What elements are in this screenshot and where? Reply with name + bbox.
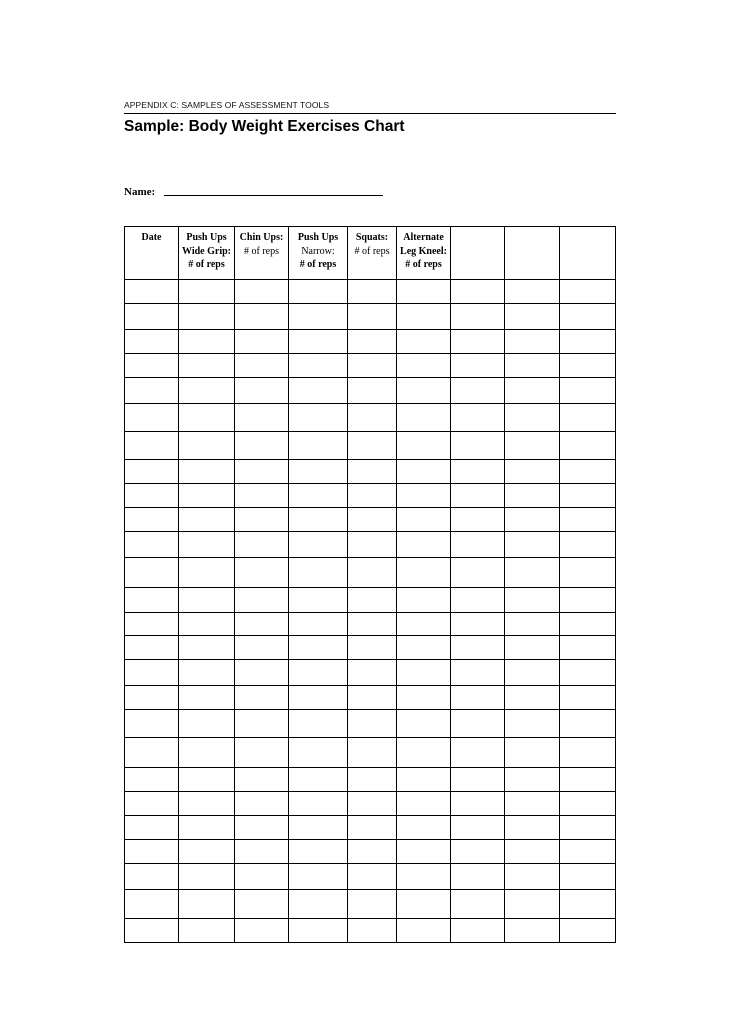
table-cell-date[interactable]: [125, 330, 179, 354]
table-cell-blank-2[interactable]: [505, 432, 560, 460]
table-cell-squats[interactable]: [348, 636, 397, 660]
column-header-squats: [348, 227, 397, 280]
table-cell-alternate-leg-kneel[interactable]: [397, 919, 451, 943]
table-cell-blank-1[interactable]: [451, 354, 505, 378]
table-cell-blank-3[interactable]: [560, 432, 616, 460]
table-cell-blank-2[interactable]: [505, 660, 560, 686]
table-cell-alternate-leg-kneel[interactable]: [397, 864, 451, 890]
table-cell-blank-3[interactable]: [560, 354, 616, 378]
table-cell-chin-ups[interactable]: [235, 890, 289, 919]
table-row: [125, 378, 616, 404]
table-cell-push-ups-narrow[interactable]: [289, 588, 348, 613]
table-cell-date[interactable]: [125, 280, 179, 304]
table-cell-alternate-leg-kneel[interactable]: [397, 738, 451, 768]
table-cell-date[interactable]: [125, 304, 179, 330]
table-cell-push-ups-narrow[interactable]: [289, 710, 348, 738]
table-cell-blank-2[interactable]: [505, 280, 560, 304]
table-cell-chin-ups[interactable]: [235, 588, 289, 613]
table-cell-chin-ups[interactable]: [235, 864, 289, 890]
table-cell-blank-1[interactable]: [451, 330, 505, 354]
table-cell-push-ups-wide[interactable]: [179, 354, 235, 378]
table-cell-blank-3[interactable]: [560, 738, 616, 768]
table-cell-squats[interactable]: [348, 404, 397, 432]
table-cell-squats[interactable]: [348, 460, 397, 484]
table-cell-date[interactable]: [125, 660, 179, 686]
table-cell-date[interactable]: [125, 816, 179, 840]
table-cell-date[interactable]: [125, 890, 179, 919]
table-cell-push-ups-wide[interactable]: [179, 792, 235, 816]
table-cell-blank-1[interactable]: [451, 404, 505, 432]
column-header-blank-3: [560, 227, 616, 280]
table-row: [125, 840, 616, 864]
table-row: [125, 354, 616, 378]
table-cell-push-ups-wide[interactable]: [179, 532, 235, 558]
table-row: [125, 532, 616, 558]
table-cell-chin-ups[interactable]: [235, 354, 289, 378]
column-header-blank-2: [505, 227, 560, 280]
table-cell-blank-3[interactable]: [560, 864, 616, 890]
table-cell-blank-1[interactable]: [451, 636, 505, 660]
table-cell-blank-3[interactable]: [560, 840, 616, 864]
table-cell-date[interactable]: [125, 636, 179, 660]
table-cell-push-ups-narrow[interactable]: [289, 816, 348, 840]
exercise-chart-table: [124, 226, 616, 943]
table-row: [125, 636, 616, 660]
table-cell-chin-ups[interactable]: [235, 738, 289, 768]
table-cell-date[interactable]: [125, 432, 179, 460]
column-header-chin-ups: [235, 227, 289, 280]
column-header-line: Alternate: [403, 232, 444, 243]
table-cell-push-ups-wide[interactable]: [179, 588, 235, 613]
table-cell-chin-ups[interactable]: [235, 660, 289, 686]
table-cell-chin-ups[interactable]: [235, 840, 289, 864]
table-cell-squats[interactable]: [348, 330, 397, 354]
column-header-push-ups-wide: [179, 227, 235, 280]
table-cell-alternate-leg-kneel[interactable]: [397, 378, 451, 404]
table-cell-squats[interactable]: [348, 508, 397, 532]
table-cell-blank-3[interactable]: [560, 508, 616, 532]
table-cell-chin-ups[interactable]: [235, 792, 289, 816]
table-cell-date[interactable]: [125, 738, 179, 768]
table-cell-push-ups-narrow[interactable]: [289, 686, 348, 710]
table-cell-date[interactable]: [125, 588, 179, 613]
page-title: Sample: Body Weight Exercises Chart: [124, 118, 405, 135]
column-header-line: Date: [141, 232, 162, 243]
table-cell-push-ups-wide[interactable]: [179, 660, 235, 686]
table-cell-blank-1[interactable]: [451, 558, 505, 588]
column-header-line: Push Ups: [186, 232, 227, 243]
table-cell-alternate-leg-kneel[interactable]: [397, 636, 451, 660]
table-cell-chin-ups[interactable]: [235, 432, 289, 460]
table-cell-blank-3[interactable]: [560, 710, 616, 738]
table-row: [125, 864, 616, 890]
table-cell-push-ups-narrow[interactable]: [289, 404, 348, 432]
table-cell-push-ups-narrow[interactable]: [289, 304, 348, 330]
table-cell-push-ups-wide[interactable]: [179, 378, 235, 404]
table-cell-squats[interactable]: [348, 686, 397, 710]
table-cell-push-ups-narrow[interactable]: [289, 738, 348, 768]
column-header-line: # of reps: [244, 245, 279, 257]
table-cell-push-ups-narrow[interactable]: [289, 532, 348, 558]
table-cell-blank-1[interactable]: [451, 738, 505, 768]
table-cell-push-ups-wide[interactable]: [179, 890, 235, 919]
table-cell-blank-1[interactable]: [451, 840, 505, 864]
table-cell-alternate-leg-kneel[interactable]: [397, 280, 451, 304]
table-cell-squats[interactable]: [348, 738, 397, 768]
table-cell-push-ups-narrow[interactable]: [289, 792, 348, 816]
table-cell-blank-3[interactable]: [560, 613, 616, 636]
table-cell-squats[interactable]: [348, 558, 397, 588]
table-row: [125, 558, 616, 588]
table-cell-chin-ups[interactable]: [235, 378, 289, 404]
table-cell-alternate-leg-kneel[interactable]: [397, 304, 451, 330]
table-cell-alternate-leg-kneel[interactable]: [397, 532, 451, 558]
table-cell-date[interactable]: [125, 864, 179, 890]
table-cell-push-ups-wide[interactable]: [179, 613, 235, 636]
table-cell-push-ups-narrow[interactable]: [289, 558, 348, 588]
table-cell-squats[interactable]: [348, 532, 397, 558]
table-cell-blank-1[interactable]: [451, 280, 505, 304]
table-cell-date[interactable]: [125, 354, 179, 378]
table-cell-date[interactable]: [125, 558, 179, 588]
table-cell-date[interactable]: [125, 508, 179, 532]
table-cell-date[interactable]: [125, 613, 179, 636]
table-cell-alternate-leg-kneel[interactable]: [397, 660, 451, 686]
table-cell-blank-2[interactable]: [505, 768, 560, 792]
table-cell-alternate-leg-kneel[interactable]: [397, 354, 451, 378]
table-row: [125, 588, 616, 613]
table-cell-push-ups-narrow[interactable]: [289, 890, 348, 919]
table-cell-blank-3[interactable]: [560, 404, 616, 432]
table-cell-push-ups-wide[interactable]: [179, 484, 235, 508]
table-cell-squats[interactable]: [348, 710, 397, 738]
table-cell-push-ups-narrow[interactable]: [289, 919, 348, 943]
table-cell-push-ups-narrow[interactable]: [289, 432, 348, 460]
table-row: [125, 404, 616, 432]
table-cell-blank-3[interactable]: [560, 792, 616, 816]
table-cell-blank-2[interactable]: [505, 404, 560, 432]
table-cell-blank-3[interactable]: [560, 460, 616, 484]
table-cell-push-ups-narrow[interactable]: [289, 484, 348, 508]
table-cell-chin-ups[interactable]: [235, 613, 289, 636]
table-cell-squats[interactable]: [348, 613, 397, 636]
table-cell-push-ups-wide[interactable]: [179, 816, 235, 840]
table-cell-blank-1[interactable]: [451, 588, 505, 613]
table-row: [125, 613, 616, 636]
table-cell-date[interactable]: [125, 710, 179, 738]
table-cell-push-ups-wide[interactable]: [179, 280, 235, 304]
table-cell-blank-2[interactable]: [505, 330, 560, 354]
table-cell-squats[interactable]: [348, 792, 397, 816]
table-cell-alternate-leg-kneel[interactable]: [397, 710, 451, 738]
table-cell-date[interactable]: [125, 768, 179, 792]
table-cell-blank-3[interactable]: [560, 919, 616, 943]
table-cell-blank-3[interactable]: [560, 280, 616, 304]
table-cell-chin-ups[interactable]: [235, 532, 289, 558]
table-cell-blank-2[interactable]: [505, 613, 560, 636]
table-cell-squats[interactable]: [348, 378, 397, 404]
table-cell-date[interactable]: [125, 792, 179, 816]
column-header-alternate-leg-kneel: [397, 227, 451, 280]
table-cell-date[interactable]: [125, 532, 179, 558]
table-cell-squats[interactable]: [348, 484, 397, 508]
table-cell-alternate-leg-kneel[interactable]: [397, 330, 451, 354]
table-cell-push-ups-narrow[interactable]: [289, 613, 348, 636]
table-cell-blank-2[interactable]: [505, 919, 560, 943]
table-cell-push-ups-narrow[interactable]: [289, 660, 348, 686]
table-cell-blank-2[interactable]: [505, 864, 560, 890]
table-cell-blank-3[interactable]: [560, 890, 616, 919]
table-row: [125, 304, 616, 330]
table-cell-alternate-leg-kneel[interactable]: [397, 404, 451, 432]
table-cell-blank-3[interactable]: [560, 660, 616, 686]
table-cell-blank-2[interactable]: [505, 816, 560, 840]
table-cell-push-ups-narrow[interactable]: [289, 636, 348, 660]
column-header-blank-1: [451, 227, 505, 280]
table-cell-blank-3[interactable]: [560, 378, 616, 404]
table-cell-blank-1[interactable]: [451, 532, 505, 558]
table-cell-push-ups-narrow[interactable]: [289, 280, 348, 304]
table-cell-squats[interactable]: [348, 432, 397, 460]
table-cell-chin-ups[interactable]: [235, 686, 289, 710]
table-row: [125, 816, 616, 840]
table-cell-squats[interactable]: [348, 890, 397, 919]
table-cell-push-ups-wide[interactable]: [179, 864, 235, 890]
table-cell-blank-2[interactable]: [505, 588, 560, 613]
table-cell-push-ups-narrow[interactable]: [289, 460, 348, 484]
table-cell-blank-1[interactable]: [451, 864, 505, 890]
table-cell-chin-ups[interactable]: [235, 636, 289, 660]
table-cell-date[interactable]: [125, 919, 179, 943]
table-cell-blank-3[interactable]: [560, 816, 616, 840]
table-header-row: [125, 227, 616, 280]
table-cell-chin-ups[interactable]: [235, 508, 289, 532]
table-cell-date[interactable]: [125, 460, 179, 484]
table-cell-chin-ups[interactable]: [235, 710, 289, 738]
table-cell-squats[interactable]: [348, 280, 397, 304]
table-cell-push-ups-narrow[interactable]: [289, 378, 348, 404]
table-cell-push-ups-wide[interactable]: [179, 460, 235, 484]
table-row: [125, 432, 616, 460]
table-cell-push-ups-wide[interactable]: [179, 686, 235, 710]
table-cell-squats[interactable]: [348, 864, 397, 890]
table-cell-squats[interactable]: [348, 354, 397, 378]
table-cell-squats[interactable]: [348, 660, 397, 686]
table-cell-blank-1[interactable]: [451, 768, 505, 792]
table-row: [125, 710, 616, 738]
table-cell-chin-ups[interactable]: [235, 460, 289, 484]
table-cell-alternate-leg-kneel[interactable]: [397, 484, 451, 508]
table-cell-blank-2[interactable]: [505, 558, 560, 588]
table-cell-blank-2[interactable]: [505, 840, 560, 864]
table-cell-push-ups-narrow[interactable]: [289, 768, 348, 792]
name-label: Name:: [124, 186, 156, 198]
table-cell-alternate-leg-kneel[interactable]: [397, 558, 451, 588]
table-cell-blank-3[interactable]: [560, 484, 616, 508]
table-row: [125, 686, 616, 710]
table-cell-chin-ups[interactable]: [235, 330, 289, 354]
table-cell-push-ups-wide[interactable]: [179, 304, 235, 330]
column-header-line: Leg Kneel:: [400, 245, 447, 257]
table-cell-push-ups-narrow[interactable]: [289, 864, 348, 890]
table-cell-blank-2[interactable]: [505, 890, 560, 919]
table-cell-blank-1[interactable]: [451, 660, 505, 686]
table-row: [125, 280, 616, 304]
table-cell-blank-3[interactable]: [560, 532, 616, 558]
table-cell-blank-1[interactable]: [451, 460, 505, 484]
table-cell-blank-2[interactable]: [505, 532, 560, 558]
table-cell-alternate-leg-kneel[interactable]: [397, 768, 451, 792]
table-cell-push-ups-narrow[interactable]: [289, 508, 348, 532]
table-row: [125, 890, 616, 919]
table-row: [125, 660, 616, 686]
table-row: [125, 738, 616, 768]
table-cell-blank-2[interactable]: [505, 636, 560, 660]
table-cell-chin-ups[interactable]: [235, 768, 289, 792]
table-cell-push-ups-wide[interactable]: [179, 330, 235, 354]
table-cell-blank-3[interactable]: [560, 558, 616, 588]
column-header-line: # of reps: [299, 259, 337, 270]
column-header-line: Chin Ups:: [239, 232, 284, 243]
table-cell-chin-ups[interactable]: [235, 304, 289, 330]
table-cell-alternate-leg-kneel[interactable]: [397, 588, 451, 613]
table-cell-blank-1[interactable]: [451, 613, 505, 636]
table-row: [125, 484, 616, 508]
table-cell-blank-1[interactable]: [451, 484, 505, 508]
table-cell-squats[interactable]: [348, 304, 397, 330]
column-header-line: Wide Grip:: [182, 245, 231, 257]
table-cell-blank-2[interactable]: [505, 738, 560, 768]
table-cell-blank-3[interactable]: [560, 330, 616, 354]
table-row: [125, 768, 616, 792]
table-cell-blank-3[interactable]: [560, 588, 616, 613]
column-header-line: # of reps: [188, 259, 225, 270]
table-cell-alternate-leg-kneel[interactable]: [397, 816, 451, 840]
table-row: [125, 919, 616, 943]
header-rule: [124, 113, 616, 114]
table-cell-alternate-leg-kneel[interactable]: [397, 508, 451, 532]
column-header-line: # of reps: [405, 259, 442, 270]
table-cell-date[interactable]: [125, 840, 179, 864]
table-cell-chin-ups[interactable]: [235, 919, 289, 943]
table-cell-date[interactable]: [125, 686, 179, 710]
table-cell-chin-ups[interactable]: [235, 816, 289, 840]
table-cell-push-ups-wide[interactable]: [179, 558, 235, 588]
table-cell-blank-1[interactable]: [451, 816, 505, 840]
table-cell-blank-2[interactable]: [505, 484, 560, 508]
table-cell-blank-3[interactable]: [560, 636, 616, 660]
table-cell-push-ups-wide[interactable]: [179, 738, 235, 768]
table-cell-squats[interactable]: [348, 840, 397, 864]
table-cell-push-ups-wide[interactable]: [179, 768, 235, 792]
table-cell-push-ups-wide[interactable]: [179, 404, 235, 432]
table-cell-squats[interactable]: [348, 768, 397, 792]
table-cell-blank-3[interactable]: [560, 768, 616, 792]
table-cell-push-ups-wide[interactable]: [179, 636, 235, 660]
table-cell-alternate-leg-kneel[interactable]: [397, 840, 451, 864]
table-cell-alternate-leg-kneel[interactable]: [397, 432, 451, 460]
table-row: [125, 330, 616, 354]
table-cell-squats[interactable]: [348, 919, 397, 943]
table-cell-chin-ups[interactable]: [235, 280, 289, 304]
table-cell-alternate-leg-kneel[interactable]: [397, 890, 451, 919]
table-cell-blank-2[interactable]: [505, 378, 560, 404]
table-row: [125, 460, 616, 484]
column-header-push-ups-narrow: [289, 227, 348, 280]
table-cell-blank-2[interactable]: [505, 304, 560, 330]
table-cell-alternate-leg-kneel[interactable]: [397, 460, 451, 484]
column-header-line: Push Ups: [297, 232, 339, 243]
table-cell-blank-1[interactable]: [451, 686, 505, 710]
table-cell-push-ups-narrow[interactable]: [289, 354, 348, 378]
table-cell-blank-2[interactable]: [505, 710, 560, 738]
table-row: [125, 792, 616, 816]
column-header-line: Squats:: [355, 232, 389, 243]
table-row: [125, 508, 616, 532]
table-cell-push-ups-wide[interactable]: [179, 508, 235, 532]
table-cell-blank-2[interactable]: [505, 686, 560, 710]
table-cell-blank-1[interactable]: [451, 792, 505, 816]
table-cell-date[interactable]: [125, 484, 179, 508]
column-header-line: # of reps: [354, 245, 390, 257]
table-cell-push-ups-wide[interactable]: [179, 919, 235, 943]
table-cell-chin-ups[interactable]: [235, 558, 289, 588]
table-cell-blank-3[interactable]: [560, 686, 616, 710]
table-cell-blank-1[interactable]: [451, 304, 505, 330]
table-cell-blank-1[interactable]: [451, 378, 505, 404]
table-cell-blank-1[interactable]: [451, 890, 505, 919]
table-cell-squats[interactable]: [348, 816, 397, 840]
column-header-line: Narrow:: [301, 245, 335, 257]
table-cell-blank-1[interactable]: [451, 508, 505, 532]
table-cell-push-ups-narrow[interactable]: [289, 840, 348, 864]
table-cell-blank-2[interactable]: [505, 354, 560, 378]
table-cell-alternate-leg-kneel[interactable]: [397, 686, 451, 710]
table-cell-blank-2[interactable]: [505, 508, 560, 532]
table-cell-alternate-leg-kneel[interactable]: [397, 792, 451, 816]
name-field[interactable]: [164, 195, 383, 196]
table-cell-blank-1[interactable]: [451, 710, 505, 738]
table-cell-blank-1[interactable]: [451, 919, 505, 943]
table-cell-blank-2[interactable]: [505, 460, 560, 484]
column-header-date: [125, 227, 179, 280]
table-cell-push-ups-wide[interactable]: [179, 432, 235, 460]
table-cell-blank-1[interactable]: [451, 432, 505, 460]
table-cell-push-ups-narrow[interactable]: [289, 330, 348, 354]
table-cell-push-ups-wide[interactable]: [179, 840, 235, 864]
appendix-header: APPENDIX C: SAMPLES OF ASSESSMENT TOOLS: [124, 100, 330, 110]
table-cell-chin-ups[interactable]: [235, 404, 289, 432]
table-cell-squats[interactable]: [348, 588, 397, 613]
table-cell-date[interactable]: [125, 378, 179, 404]
table-cell-chin-ups[interactable]: [235, 484, 289, 508]
table-cell-blank-3[interactable]: [560, 304, 616, 330]
table-cell-alternate-leg-kneel[interactable]: [397, 613, 451, 636]
table-cell-date[interactable]: [125, 404, 179, 432]
table-cell-push-ups-wide[interactable]: [179, 710, 235, 738]
table-cell-blank-2[interactable]: [505, 792, 560, 816]
